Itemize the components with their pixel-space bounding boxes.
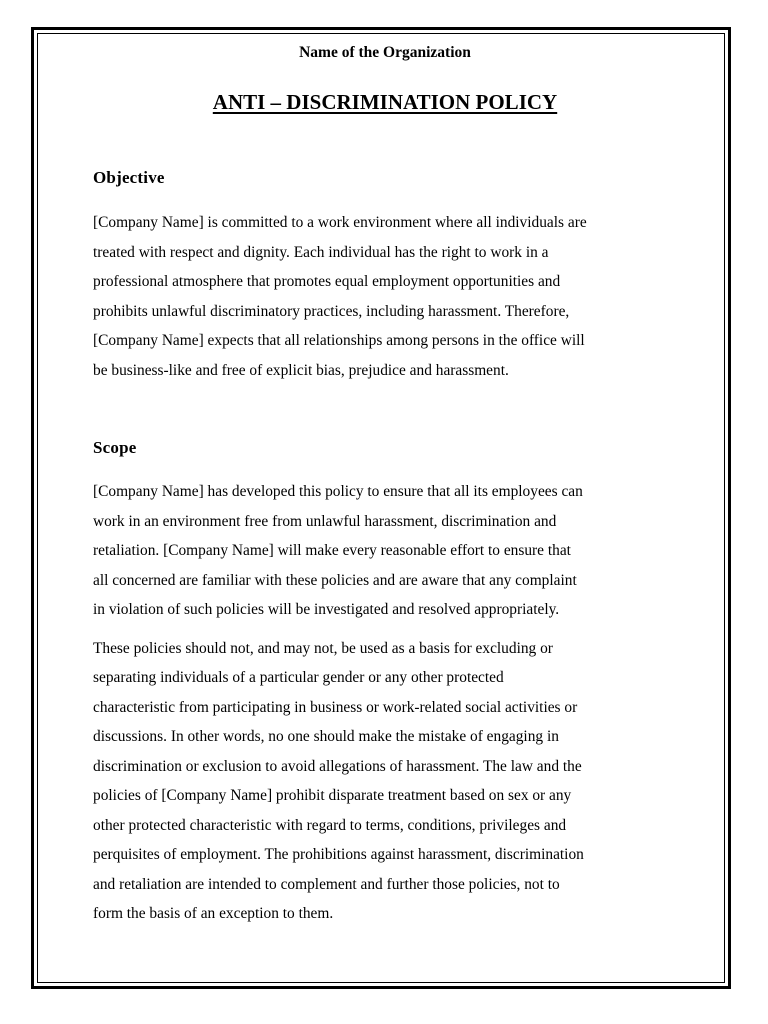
paragraph-line: separating individuals of a particular gender or any other protected — [93, 669, 504, 686]
paragraph-line: characteristic from participating in business or work-related social activities or — [93, 698, 578, 716]
paragraph-line: and retaliation are intended to complement and further those policies, not to — [93, 875, 560, 893]
paragraph-line: other protected characteristic with regard to terms, conditions, privileges and — [93, 816, 567, 834]
document-title: ANTI – DISCRIMINATION POLICY — [212, 90, 558, 114]
document-content — [93, 43, 677, 929]
paragraph-line: [Company Name] has developed this policy to ensure that all its employees can — [93, 483, 583, 500]
paragraph-line: be business-like and free of explicit bias, prejudice and harassment. — [93, 361, 509, 379]
paragraph-line: professional atmosphere that promotes equal employment opportunities and — [93, 273, 561, 290]
paragraph-line: discussions. In other words, no one should make the mistake of engaging in — [93, 728, 559, 745]
paragraph-line: retaliation. [Company Name] will make every reasonable effort to ensure that — [93, 542, 571, 559]
paragraph-line: [Company Name] expects that all relationships among persons in the office will — [93, 332, 585, 349]
paragraph-line: These policies should not, and may not, be used as a basis for excluding or — [93, 639, 553, 657]
paragraph-line: work in an environment free from unlawful harassment, discrimination and — [93, 512, 557, 530]
organization-name: Name of the Organization — [299, 44, 471, 61]
section-heading-scope: Scope — [93, 438, 137, 457]
section-heading-objective: Objective — [93, 168, 165, 187]
paragraph-line: discrimination or exclusion to avoid allegations of harassment. The law and the — [93, 757, 582, 775]
paragraph-line: all concerned are familiar with these policies and are aware that any complaint — [93, 571, 577, 589]
scope-paragraph-2 — [93, 634, 677, 929]
paragraph-line: perquisites of employment. The prohibitions against harassment, discrimination — [93, 846, 584, 863]
paragraph-line: in violation of such policies will be investigated and resolved appropriately. — [93, 601, 560, 618]
objective-paragraph — [93, 208, 677, 385]
paragraph-line: treated with respect and dignity. Each individual has the right to work in a — [93, 243, 549, 261]
paragraph-line: form the basis of an exception to them. — [93, 905, 334, 922]
scope-paragraph-1 — [93, 477, 677, 625]
paragraph-line: policies of [Company Name] prohibit disparate treatment based on sex or any — [93, 787, 572, 804]
paragraph-line: [Company Name] is committed to a work environment where all individuals are — [93, 214, 587, 231]
paragraph-line: prohibits unlawful discriminatory practices, including harassment. Therefore, — [93, 302, 570, 320]
